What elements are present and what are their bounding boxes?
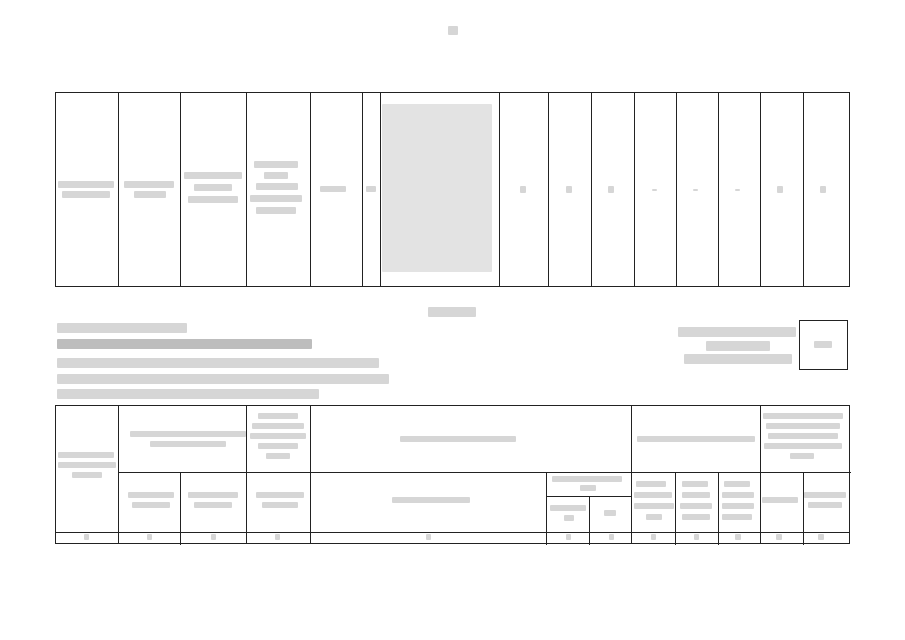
- header-placeholder: [763, 413, 843, 419]
- subheader-placeholder: [552, 476, 622, 482]
- header-placeholder: [258, 443, 298, 449]
- upper-cell-placeholder: [520, 186, 526, 193]
- upper-cell-placeholder: [693, 189, 698, 191]
- subheader-placeholder: [636, 481, 666, 487]
- header-placeholder: [258, 413, 298, 419]
- subheader-placeholder: [550, 505, 586, 511]
- header-placeholder: [790, 453, 814, 459]
- subheader-placeholder: [682, 481, 708, 487]
- header-placeholder: [58, 452, 114, 458]
- upper-cell-placeholder: [735, 189, 740, 191]
- header-placeholder: [764, 443, 842, 449]
- header-placeholder: [250, 433, 306, 439]
- subheader-placeholder: [256, 492, 304, 498]
- indicators-table: [55, 405, 850, 544]
- subheader-placeholder: [188, 492, 238, 498]
- column-number: [735, 534, 741, 540]
- text-line: [57, 374, 389, 384]
- upper-cell-placeholder: [320, 186, 346, 192]
- upper-cell-placeholder: [566, 186, 572, 193]
- upper-cell-placeholder: [134, 191, 166, 198]
- subheader-placeholder: [680, 503, 712, 509]
- subheader-placeholder: [262, 502, 298, 508]
- upper-cell-placeholder: [62, 191, 110, 198]
- upper-cell-placeholder: [652, 189, 657, 191]
- subheader-placeholder: [128, 492, 174, 498]
- column-number: [776, 534, 782, 540]
- subheader-placeholder: [194, 502, 232, 508]
- code-box-value: [814, 341, 832, 348]
- column-number: [566, 534, 571, 540]
- header-placeholder: [252, 423, 304, 429]
- code-label: [684, 354, 792, 364]
- column-number: [651, 534, 656, 540]
- column-number: [147, 534, 152, 540]
- subheader-placeholder: [564, 515, 574, 521]
- subheader-placeholder: [804, 492, 846, 498]
- code-label: [706, 341, 770, 351]
- column-number: [426, 534, 431, 540]
- subheader-placeholder: [682, 492, 710, 498]
- header-placeholder: [768, 433, 838, 439]
- upper-cell-placeholder: [254, 161, 298, 168]
- header-placeholder: [72, 472, 102, 478]
- text-line: [57, 323, 187, 333]
- header-placeholder: [400, 436, 516, 442]
- header-placeholder: [150, 441, 226, 447]
- upper-cell-placeholder: [608, 186, 614, 193]
- section-heading: [428, 307, 476, 317]
- page-number: [448, 26, 458, 35]
- subheader-placeholder: [580, 485, 596, 491]
- subheader-placeholder: [646, 514, 662, 520]
- column-number: [84, 534, 89, 540]
- upper-cell-placeholder: [366, 186, 376, 192]
- upper-cell-placeholder: [777, 186, 783, 193]
- upper-cell-placeholder: [250, 195, 302, 202]
- code-label: [678, 327, 796, 337]
- header-placeholder: [58, 462, 116, 468]
- column-number: [694, 534, 699, 540]
- header-placeholder: [130, 431, 246, 437]
- upper-cell-placeholder: [382, 104, 492, 272]
- subheader-placeholder: [722, 514, 752, 520]
- column-number: [211, 534, 216, 540]
- column-number: [275, 534, 280, 540]
- subheader-placeholder: [604, 510, 616, 516]
- upper-cell-placeholder: [256, 207, 296, 214]
- upper-cell-placeholder: [256, 183, 298, 190]
- column-number: [818, 534, 824, 540]
- text-line-bold: [57, 339, 312, 349]
- subheader-placeholder: [392, 497, 470, 503]
- subheader-placeholder: [634, 492, 672, 498]
- subheader-placeholder: [762, 497, 798, 503]
- subheader-placeholder: [682, 514, 710, 520]
- upper-cell-placeholder: [58, 181, 114, 188]
- text-line: [57, 358, 379, 368]
- column-number: [609, 534, 614, 540]
- header-placeholder: [766, 423, 840, 429]
- subheader-placeholder: [722, 492, 754, 498]
- upper-cell-placeholder: [188, 196, 238, 203]
- header-placeholder: [637, 436, 755, 442]
- subheader-placeholder: [724, 481, 750, 487]
- upper-cell-placeholder: [184, 172, 242, 179]
- subheader-placeholder: [808, 502, 842, 508]
- upper-cell-placeholder: [820, 186, 826, 193]
- upper-cell-placeholder: [264, 172, 288, 179]
- header-placeholder: [266, 453, 290, 459]
- upper-cell-placeholder: [194, 184, 232, 191]
- text-line: [57, 389, 319, 399]
- subheader-placeholder: [722, 503, 754, 509]
- subheader-placeholder: [132, 502, 170, 508]
- subheader-placeholder: [634, 503, 674, 509]
- upper-cell-placeholder: [124, 181, 174, 188]
